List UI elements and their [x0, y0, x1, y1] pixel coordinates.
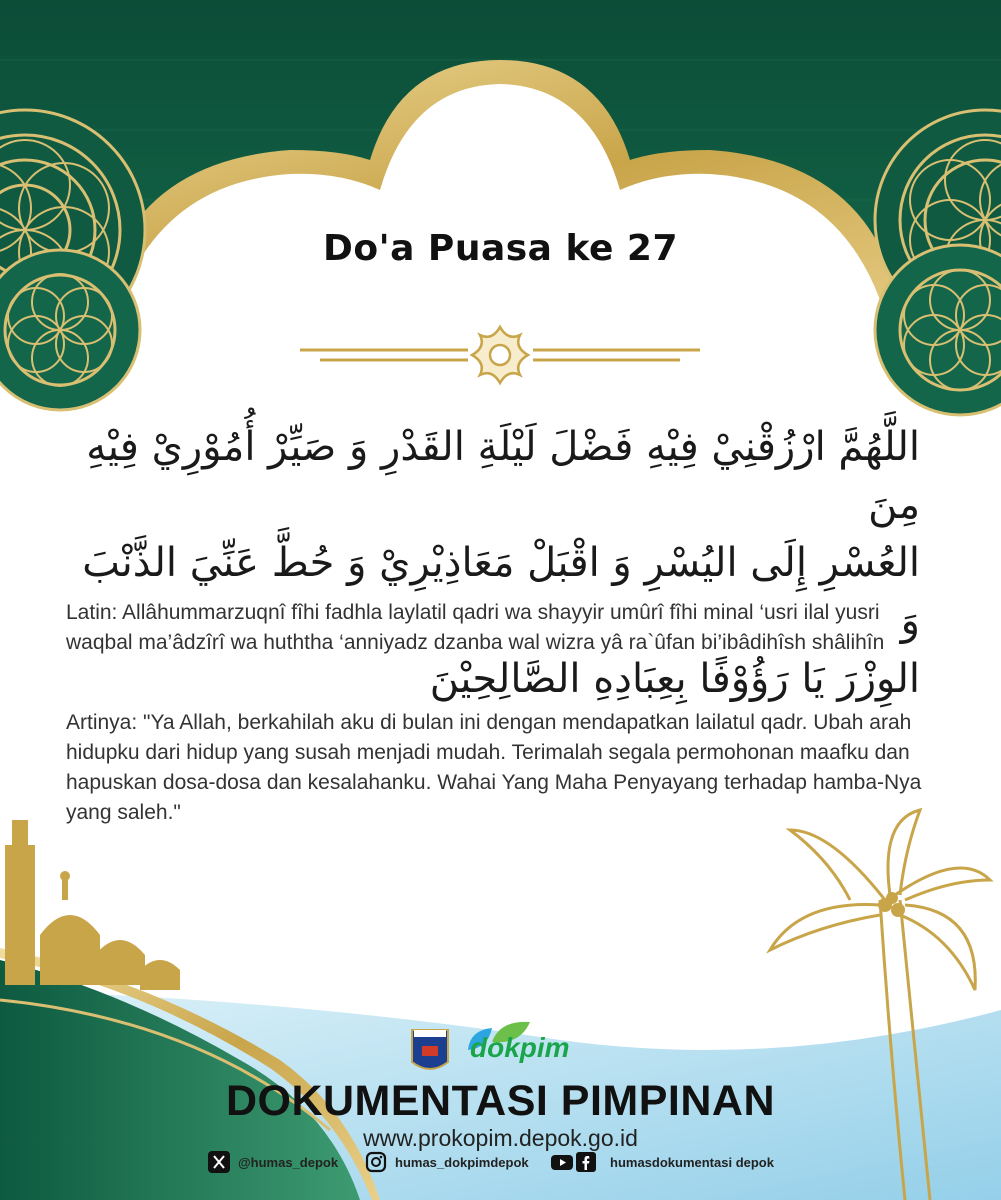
- social-handle: @humas_depok: [238, 1154, 339, 1170]
- latin-transliteration: Latin: Allâhummarzuqnî fîhi fadhla laylatil qadri wa shayyir umûrî fîhi minal ‘usri ilal yusri waqbal ma’âdzîrî wa huththa ‘anniyadz dzanba wal wizra yâ ra`ûfan bi’ibâdihîsh shâlihîn: [66, 601, 885, 654]
- prayer-meaning: Artinya: "Ya Allah, berkahilah aku di bulan ini dengan mendapatkan lailatul qadr. Ubah arah hidupku dari hidup yang susah menjadi mudah. Terimalah segala permohonan maafku dan hapuskan dosa-dosa dan kesalahanku. Wahai Yang Maha Penyayang terhadap hamba-Nya yang saleh.": [66, 711, 922, 824]
- social-x[interactable]: [208, 1150, 338, 1174]
- brand-url[interactable]: www.prokopim.depok.go.id: [363, 1125, 638, 1151]
- arabic-line: اللَّهُمَّ ارْزُقْنِيْ فِيْهِ فَضْلَ لَيْلَةِ القَدْرِ وَ صَيِّرْ أُمُوْرِيْ فِيْهِ مِنَ: [86, 424, 920, 528]
- brand-title: DOKUMENTASI PIMPINAN: [225, 1077, 776, 1125]
- youtube-icon: [550, 1151, 574, 1173]
- dokpim-logo: dokpim: [470, 1032, 570, 1063]
- social-youtube-facebook[interactable]: [550, 1150, 774, 1174]
- social-handle: humas_dokpimdepok: [395, 1154, 529, 1170]
- page-title: Do'a Puasa ke 27: [322, 228, 679, 269]
- depok-seal-icon: [412, 1030, 448, 1069]
- x-icon: [208, 1151, 230, 1173]
- arabic-line: العُسْرِ إِلَى اليُسْرِ وَ اقْبَلْ مَعَاذِيْرِيْ وَ حُطَّ عَنِّيَ الذَّنْبَ وَ: [82, 540, 920, 644]
- social-handle: humasdokumentasi depok: [610, 1154, 774, 1170]
- instagram-icon: [365, 1151, 387, 1173]
- facebook-icon: [576, 1152, 596, 1172]
- social-instagram[interactable]: [365, 1150, 529, 1174]
- arabic-line: الوِزْرَ يَا رَؤُوْفًا بِعِبَادِهِ الصَّالِحِيْنَ: [429, 656, 920, 702]
